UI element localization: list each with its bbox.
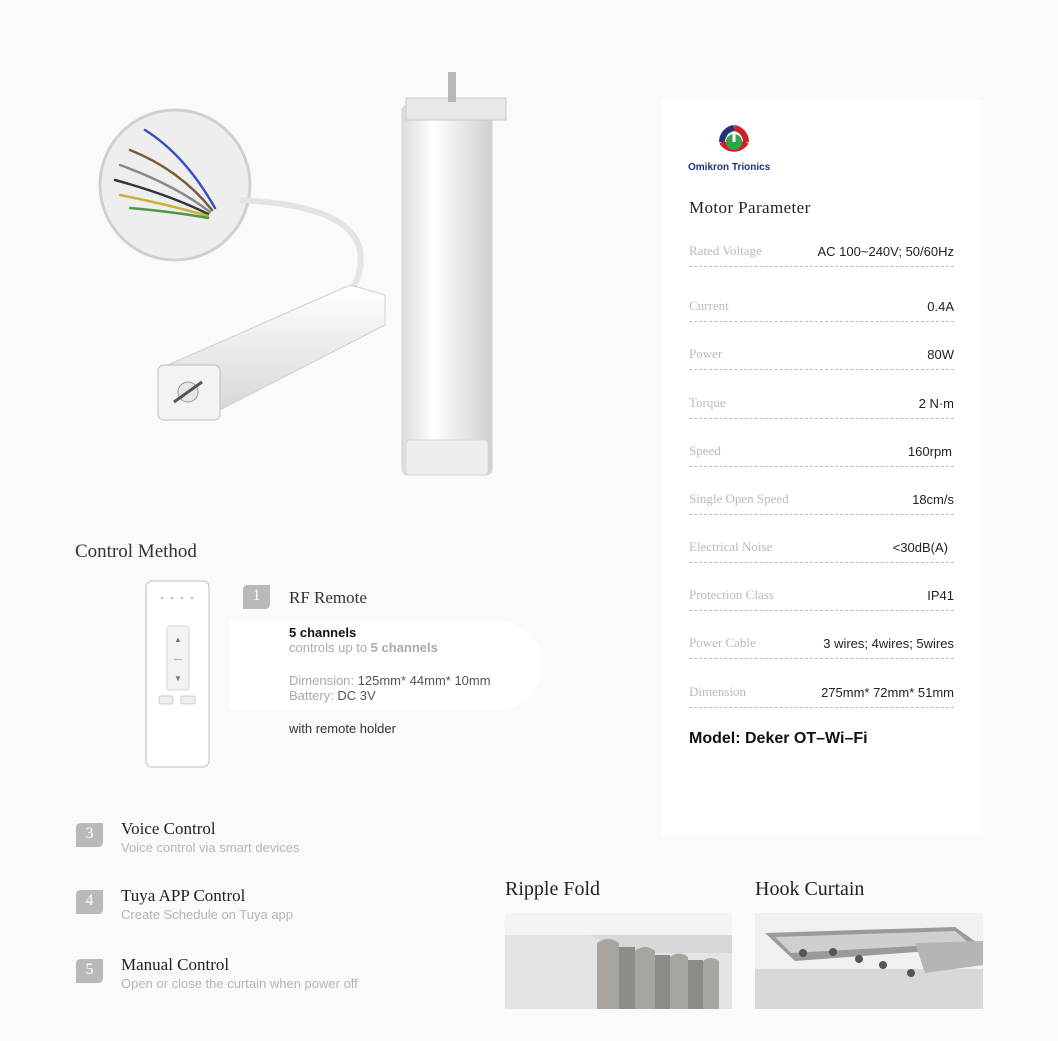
step-number: 3 <box>85 825 94 842</box>
spec-row <box>689 236 954 267</box>
spec-value: <30dB(A) <box>892 540 948 555</box>
rf-holder-note: with remote holder <box>289 721 396 736</box>
step-number: 1 <box>252 587 261 604</box>
spec-label: Dimension <box>689 684 747 699</box>
spec-label: Protection Class <box>689 587 774 602</box>
spec-title: Motor Parameter <box>689 198 811 217</box>
tuya-control-desc: Create Schedule on Tuya app <box>121 907 294 922</box>
spec-value: IP41 <box>927 588 954 603</box>
spec-label: Power Cable <box>689 635 756 650</box>
voice-control-desc: Voice control via smart devices <box>121 840 300 855</box>
spec-value: 2 N·m <box>918 396 954 411</box>
rf-controls-line <box>289 640 438 655</box>
spec-row <box>689 339 954 370</box>
spec-label: Rated Voltage <box>689 243 762 258</box>
step-1-badge <box>243 585 270 609</box>
manual-control-title: Manual Control <box>121 955 230 974</box>
hook-curtain-image <box>755 913 983 1009</box>
spec-row <box>689 388 954 419</box>
rf-remote-title: RF Remote <box>289 588 367 607</box>
spec-row <box>689 580 954 611</box>
step-3-badge <box>76 823 103 847</box>
spec-label: Speed <box>689 443 721 458</box>
spec-value: 275mm* 72mm* 51mm <box>821 685 954 700</box>
svg-text:▼: ▼ <box>174 674 182 683</box>
hook-curtain-title: Hook Curtain <box>755 878 865 900</box>
rf-info-box <box>230 621 542 709</box>
power-logo-icon <box>712 122 756 160</box>
spec-row <box>689 628 954 659</box>
rf-channels: 5 channels <box>289 625 357 640</box>
rf-battery-line <box>289 688 376 703</box>
cable-detail-circle <box>100 110 250 260</box>
step-number: 4 <box>85 892 94 909</box>
spec-value: 80W <box>927 347 954 362</box>
spec-row <box>689 677 954 708</box>
rf-dimension-line <box>289 673 491 688</box>
spec-row <box>689 291 954 322</box>
svg-text:▲: ▲ <box>174 635 182 644</box>
ripple-fold-title: Ripple Fold <box>505 878 601 900</box>
step-number: 5 <box>85 961 94 978</box>
spec-label: Current <box>689 298 729 313</box>
model-name: Model: Deker OT–Wi–Fi <box>689 730 868 747</box>
spec-label: Torque <box>689 395 726 410</box>
rf-battery-value: DC 3V <box>337 688 376 703</box>
voice-control-title: Voice Control <box>121 819 216 838</box>
spec-value: AC 100~240V; 50/60Hz <box>817 244 954 259</box>
spec-label: Power <box>689 346 723 361</box>
step-4-badge <box>76 890 103 914</box>
svg-text:—: — <box>174 655 182 664</box>
manual-control-desc: Open or close the curtain when power off <box>121 976 358 991</box>
rf-controls-value: 5 channels <box>370 640 438 655</box>
brand-name: Omikron Trionics <box>688 162 771 173</box>
motor-product-image <box>90 60 650 500</box>
tuya-control-title: Tuya APP Control <box>121 886 246 905</box>
rf-battery-label: Battery: <box>289 688 338 703</box>
control-method-title: Control Method <box>75 541 197 562</box>
motor-parameter-panel <box>662 100 983 835</box>
rf-dimension-value: 125mm* 44mm* 10mm <box>357 673 491 688</box>
spec-label: Electrical Noise <box>689 539 773 554</box>
rf-remote-image <box>145 580 210 768</box>
spec-value: 3 wires; 4wires; 5wires <box>823 636 954 651</box>
spec-value: 0.4A <box>927 299 954 314</box>
spec-row <box>689 532 954 563</box>
spec-value: 18cm/s <box>912 492 954 507</box>
step-5-badge <box>76 959 103 983</box>
spec-row <box>689 484 954 515</box>
rf-controls-prefix: controls up to <box>289 640 371 655</box>
rf-dimension-label: Dimension: <box>289 673 358 688</box>
brand-logo <box>688 122 788 177</box>
ripple-fold-image <box>505 913 732 1009</box>
spec-label: Single Open Speed <box>689 491 789 506</box>
spec-value: 160rpm <box>907 444 952 459</box>
spec-row <box>689 436 954 467</box>
